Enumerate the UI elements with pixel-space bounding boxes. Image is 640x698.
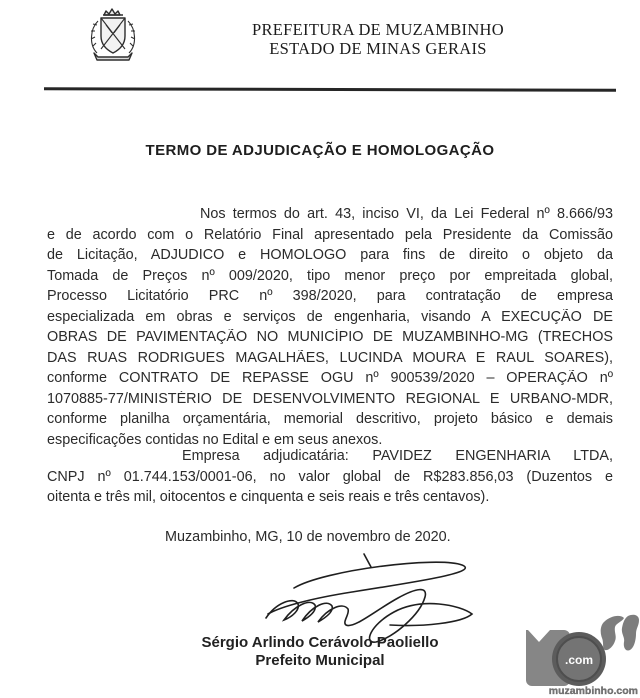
paragraph-line: CNPJ nº 01.744.153/0001-06, no valor global de R$283.856,03 (Duzentos e xyxy=(47,468,613,485)
signer-role: Prefeito Municipal xyxy=(255,651,385,669)
paragraph-line: OBRAS DE PAVIMENTAÇÃO NO MUNICÍPIO DE MUZAMBINHO-MG (TRECHOS xyxy=(47,329,613,345)
paragraph-line: especializada em obras e serviços de engenharia, visando A EXECUÇÃO DE xyxy=(47,308,613,325)
paragraph-line: Processo Licitatório PRC nº 398/2020, para contratação de empresa xyxy=(47,288,613,304)
signer-name: Sérgio Arlindo Cerávolo Paoliello xyxy=(201,634,439,651)
letterhead xyxy=(228,20,528,58)
watermark-logo xyxy=(516,604,640,698)
paragraph-line: conforme CONTRATO DE REPASSE OGU nº 900539/2020 – OPERAÇÃO nº xyxy=(47,370,613,386)
date-line: Muzambinho, MG, 10 de novembro de 2020. xyxy=(165,529,451,545)
document-title: TERMO DE ADJUDICAÇÃO E HOMOLOGAÇÃO xyxy=(145,142,495,159)
paragraph-line: de Licitação, ADJUDICO e HOMOLOGO para fins de direito o objeto da xyxy=(47,247,613,263)
paragraph-line: especificações contidas no Edital e em seus anexos. xyxy=(47,431,383,448)
paragraph-line: 1070885-77/MINISTÉRIO DE DESENVOLVIMENTO REGIONAL E URBANO-MDR, xyxy=(47,390,613,407)
paragraph-line: Empresa adjudicatária: PAVIDEZ ENGENHARIA LTDA, xyxy=(182,448,613,464)
dot-com-label: .com xyxy=(564,653,594,667)
letterhead-org-name: PREFEITURA DE MUZAMBINHO xyxy=(252,20,504,39)
paragraph-line: Nos termos do art. 43, inciso VI, da Lei Federal nº 8.666/93 xyxy=(200,206,613,222)
signature-block xyxy=(140,634,500,669)
paragraph-line: e de acordo com o Relatório Final apresentado pela Presidente da Comissão xyxy=(47,226,613,243)
paragraph-adjudication xyxy=(47,206,613,452)
letterhead-state: ESTADO DE MINAS GERAIS xyxy=(269,39,487,58)
paragraph-line: oitenta e três mil, oitocentos e cinquenta e seis reais e três centavos). xyxy=(47,489,490,505)
header-divider xyxy=(44,87,616,91)
paragraph-line: Tomada de Preços nº 009/2020, tipo menor preço por empreitada global, xyxy=(47,267,613,284)
paragraph-line: conforme planilha orçamentária, memorial descritivo, projeto básico e demais xyxy=(47,411,613,427)
watermark-site-label: muzambinho.com xyxy=(548,685,638,697)
paragraph-company xyxy=(47,448,613,510)
coat-of-arms-icon xyxy=(82,5,144,71)
globe-continents-icon xyxy=(601,615,639,651)
paragraph-line: DAS RUAS RODRIGUES MAGALHÃES, LUCINDA MOURA E RAUL SOARES), xyxy=(47,349,613,366)
